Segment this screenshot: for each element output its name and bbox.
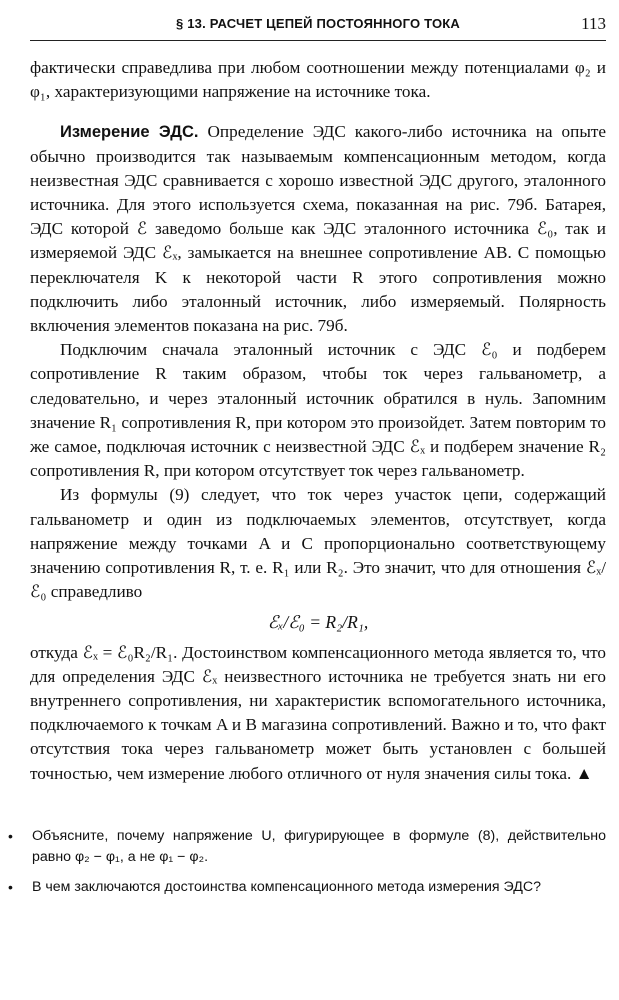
bullet-icon: • xyxy=(8,879,13,895)
paragraph-procedure: Подключим сначала эталонный источник с ЭДС ℰ₀ и подберем сопротивление R таким образом, чтобы ток через гальванометр, а следовательно, и через эталонный источник обратился в нуль. Запомним значение R₁ сопротивления R, при котором это произойдет. Затем повторим то же самое, подключая источник с неизвестной ЭДС ℰₓ и подберем значение R₂ сопротивления R, при котором отсутствует ток через гальванометр. xyxy=(30,340,606,481)
question-item xyxy=(8,826,606,868)
running-head xyxy=(30,14,606,36)
question-text: В чем заключаются достоинства компенсационного метода измерения ЭДС? xyxy=(32,879,541,895)
question-text: Объясните, почему напряжение U, фигурирующее в формуле (8), действительно равно φ₂ − φ₁, а не φ₁ − φ₂. xyxy=(32,828,606,865)
paragraph-conclusion: откуда ℰₓ = ℰ₀R₂/R₁. Достоинством компенсационного метода является то, что для определения ЭДС ℰₓ неизвестного источника не требуется знать ни его внутреннего сопротивления, ни характеристик вспомогательного источника, подключаемого к точкам A и B магазина сопротивлений. Важно и то, что факт отсутствия тока через гальванометр может быть установлен с большей точностью, чем измерение любого отличного от нуля значения силы тока. ▲ xyxy=(30,642,606,783)
running-title: § 13. РАСЧЕТ ЦЕПЕЙ ПОСТОЯННОГО ТОКА xyxy=(176,16,460,31)
paragraph-measurement-text: Определение ЭДС какого-либо источника на опыте обычно производится так называемым компенсационным методом, когда неизвестная ЭДС сравнивается с хорошо известной ЭДС другого, эталонного источника. Для этого используется схема, показанная на рис. 79б. Батарея, ЭДС которой ℰ заведомо больше как ЭДС эталонного источника ℰ₀, так и измеряемой ЭДС ℰₓ, замыкается на внешнее сопротивление AB. С помощью переключателя K к некоторой части R этого сопротивления можно подключить либо эталонный источник, либо измеряемый. Полярность включения элементов показана на рис. 79б. xyxy=(30,122,607,336)
paragraph-measurement xyxy=(30,120,606,338)
bullet-icon: • xyxy=(8,828,13,844)
paragraph-formula-intro: Из формулы (9) следует, что ток через участок цепи, содержащий гальванометр и один из подключаемых элементов, отсутствует, когда напряжение между точками A и C пропорционально соответствующему значению сопротивления R, т. е. R₁ или R₂. Это значит, что для отношения ℰₓ/ℰ₀ справедливо xyxy=(30,485,606,602)
body-text xyxy=(30,56,606,786)
questions xyxy=(8,826,606,907)
page-number: 113 xyxy=(581,14,606,33)
formula: ℰₓ/ℰ₀ = R₂/R₁, xyxy=(267,612,369,633)
header-rule xyxy=(30,40,606,41)
paragraph-continuation: фактически справедлива при любом соотношении между потенциалами φ₂ и φ₁, характеризующими напряжение на источнике тока. xyxy=(30,58,606,102)
section-heading: Измерение ЭДС. xyxy=(60,123,199,142)
question-item xyxy=(8,877,606,898)
